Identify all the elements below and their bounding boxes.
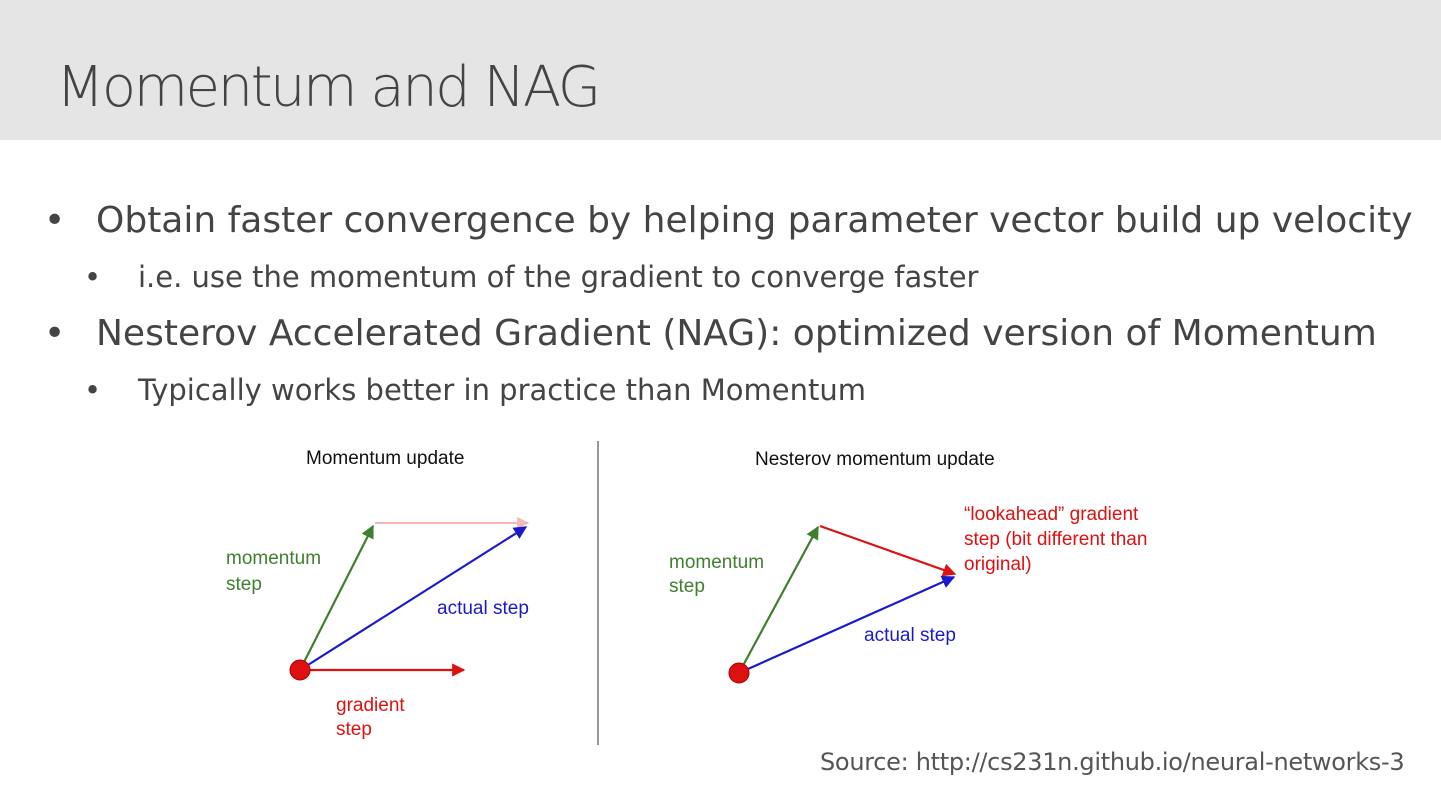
right-momentum-label (669, 552, 769, 597)
right-lookahead-label-line1: “lookahead” gradient (964, 504, 1139, 525)
right-panel-title: Nesterov momentum update (755, 449, 995, 470)
left-momentum-label-line1: momentum (226, 548, 322, 569)
right-momentum-label-line2: step (669, 576, 705, 597)
bullet-1-symbol: • (44, 200, 66, 241)
slide-title: Momentum and NAG (56, 55, 599, 120)
bullet-2-text: Nesterov Accelerated Gradient (NAG): optimized version of Momentum (96, 313, 1377, 354)
left-gradient-label-line1: gradient (336, 695, 405, 716)
right-lookahead-label-line3: original) (964, 554, 1032, 575)
left-start-point (290, 660, 310, 680)
bullet-2-sub-text: Typically works better in practice than Momentum (138, 373, 867, 407)
right-momentum-arrow (739, 527, 818, 673)
bullet-1-sub-text: i.e. use the momentum of the gradient to converge faster (138, 260, 979, 294)
bullet-2-symbol: • (44, 313, 66, 354)
source-citation: Source: http://cs231n.github.io/neural-networks-3 (820, 748, 1405, 776)
right-momentum-label-line1: momentum (669, 552, 765, 573)
bullet-2-sub-symbol: • (84, 373, 102, 407)
left-momentum-label (226, 548, 326, 595)
left-momentum-label-line2: step (226, 574, 262, 595)
left-gradient-label-line2: step (336, 719, 372, 740)
left-gradient-label (336, 695, 410, 740)
right-lookahead-label-line2: step (bit different than (964, 529, 1148, 550)
right-lookahead-label (964, 504, 1153, 575)
right-lookahead-arrow (820, 526, 955, 574)
left-panel-title: Momentum update (306, 448, 465, 469)
bullet-1-sub-symbol: • (84, 260, 102, 294)
left-actual-label: actual step (437, 598, 529, 619)
bullet-1-text: Obtain faster convergence by helping parameter vector build up velocity (96, 200, 1413, 241)
right-start-point (729, 663, 749, 683)
right-actual-label: actual step (864, 625, 956, 646)
